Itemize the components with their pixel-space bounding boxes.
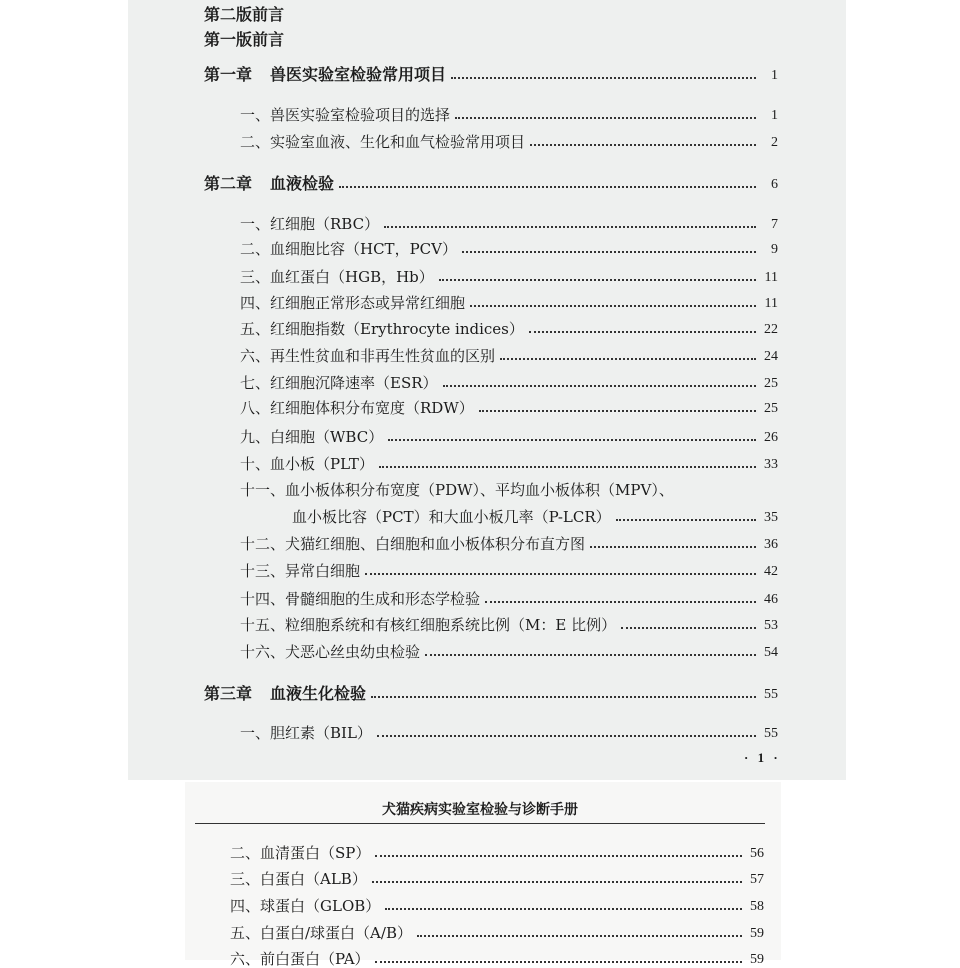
toc-page-number: 24: [764, 349, 778, 364]
toc-entry-title: 八、红细胞体积分布宽度（RDW）: [240, 399, 474, 417]
toc-section-entry: [292, 510, 778, 525]
toc-entry-title: 六、前白蛋白（PA）: [230, 950, 370, 968]
leader-dots: [479, 410, 756, 412]
toc-section-entry: [240, 349, 778, 364]
chapter-title: 血液生化检验: [270, 684, 367, 703]
toc-entry-title: 十六、犬恶心丝虫幼虫检验: [240, 643, 421, 661]
toc-entry-title: 十四、骨髓细胞的生成和形态学检验: [240, 590, 481, 608]
toc-section-entry: [240, 457, 778, 472]
toc-entry-title: 六、再生性贫血和非再生性贫血的区别: [240, 347, 496, 365]
toc-chapter-entry: [204, 176, 778, 192]
leader-dots: [590, 546, 756, 548]
toc-entry-title: 三、血红蛋白（HGB，Hb）: [240, 268, 434, 286]
toc-entry-title: 五、红细胞指数（Erythrocyte indices）: [240, 320, 524, 338]
toc-page-number: 26: [764, 430, 778, 445]
leader-dots: [417, 935, 742, 937]
toc-entry-title: 九、白细胞（WBC）: [240, 428, 384, 446]
leader-dots: [365, 573, 756, 575]
leader-dots: [385, 908, 742, 910]
leader-dots: [451, 77, 756, 79]
toc-page-number: 59: [750, 952, 764, 967]
toc-chapter-entry: [204, 67, 778, 83]
toc-section-entry: [230, 872, 764, 887]
preface-second-edition: 第二版前言: [204, 5, 285, 24]
leader-dots: [485, 601, 756, 603]
leader-dots: [388, 439, 756, 441]
leader-dots: [616, 519, 756, 521]
leader-dots: [470, 305, 756, 307]
leader-dots: [339, 186, 756, 188]
toc-page-number: 46: [764, 592, 778, 607]
leader-dots: [379, 466, 756, 468]
toc-entry-title: 一、红细胞（RBC）: [240, 215, 380, 233]
toc-entry-title: [204, 176, 337, 192]
toc-entry-title: 三、白蛋白（ALB）: [230, 870, 367, 888]
leader-dots: [377, 735, 756, 737]
leader-dots: [529, 331, 756, 333]
toc-section-entry: [240, 135, 778, 150]
toc-section-entry: [240, 270, 778, 285]
page-number-footer: · 1 ·: [744, 750, 781, 765]
toc-page-number: 55: [764, 726, 778, 741]
toc-page-number: 9: [771, 242, 778, 257]
toc-section-entry: [230, 899, 764, 914]
toc-page-number: 36: [764, 537, 778, 552]
toc-section-entry: [240, 401, 778, 416]
leader-dots: [384, 226, 756, 228]
toc-section-entry: [240, 564, 778, 579]
header-rule: [195, 823, 765, 824]
chapter-title: 兽医实验室检验常用项目: [270, 65, 447, 84]
leader-dots: [425, 654, 756, 656]
toc-entry-title: 十五、粒细胞系统和有核红细胞系统比例（M：E 比例）: [240, 616, 617, 634]
toc-section-entry: [240, 108, 778, 123]
toc-entry-title: 一、兽医实验室检验项目的选择: [240, 106, 451, 124]
toc-page-number: 57: [750, 872, 764, 887]
leader-dots: [372, 881, 742, 883]
toc-chapter-entry: [204, 686, 778, 702]
toc-section-entry: [240, 645, 778, 660]
toc-entry-title: 十、血小板（PLT）: [240, 455, 374, 473]
leader-dots: [462, 251, 756, 253]
toc-section-entry: [240, 537, 778, 552]
toc-section-entry: [240, 322, 778, 337]
toc-section-entry: [240, 376, 778, 391]
toc-section-entry: [240, 217, 778, 232]
toc-entry-title: 五、白蛋白/球蛋白（A/B）: [230, 924, 412, 942]
toc-entry-title: 血小板比容（PCT）和大血小板几率（P-LCR）: [292, 508, 611, 526]
leader-dots: [621, 627, 756, 629]
toc-entry-title: 一、胆红素（BIL）: [240, 724, 372, 742]
leader-dots: [439, 279, 756, 281]
toc-page-number: 33: [764, 457, 778, 472]
chapter-number: 第三章: [204, 684, 253, 703]
toc-page-number: 25: [764, 401, 778, 416]
toc-page-number: 25: [764, 376, 778, 391]
toc-page-number: 53: [764, 618, 778, 633]
toc-section-entry: [240, 483, 677, 498]
toc-page-number: 58: [750, 899, 764, 914]
leader-dots: [371, 696, 756, 698]
toc-entry-title: 二、血细胞比容（HCT，PCV）: [240, 240, 457, 258]
toc-entry-title: 七、红细胞沉降速率（ESR）: [240, 374, 438, 392]
leader-dots: [455, 117, 756, 119]
chapter-number: 第一章: [204, 65, 253, 84]
toc-section-entry: [240, 618, 778, 633]
toc-page-number: 6: [771, 177, 778, 192]
toc-entry-title: 二、实验室血液、生化和血气检验常用项目: [240, 133, 526, 151]
toc-entry-title: 十二、犬猫红细胞、白细胞和血小板体积分布直方图: [240, 535, 586, 553]
toc-page-number: 11: [764, 270, 778, 285]
toc-section-entry: [240, 726, 778, 741]
toc-section-entry: [240, 296, 778, 311]
leader-dots: [500, 358, 756, 360]
preface-first-edition: 第一版前言: [204, 30, 285, 49]
toc-page-number: 59: [750, 926, 764, 941]
toc-page-number: 1: [771, 108, 778, 123]
toc-page-number: 22: [764, 322, 778, 337]
toc-page-number: 56: [750, 846, 764, 861]
toc-page-number: 54: [764, 645, 778, 660]
toc-section-entry: [240, 430, 778, 445]
leader-dots: [530, 144, 756, 146]
toc-entry-title: 四、红细胞正常形态或异常红细胞: [240, 294, 466, 312]
chapter-title: 血液检验: [270, 174, 335, 193]
toc-entry-title: 四、球蛋白（GLOB）: [230, 897, 381, 915]
toc-section-entry: [230, 846, 764, 861]
leader-dots: [443, 385, 756, 387]
toc-section-entry: [230, 926, 764, 941]
toc-entry-title: 十三、异常白细胞: [240, 562, 361, 580]
toc-page-number: 42: [764, 564, 778, 579]
toc-page-number: 35: [764, 510, 778, 525]
running-header-book-title: 犬猫疾病实验室检验与诊断手册: [382, 802, 578, 818]
leader-dots: [375, 855, 742, 857]
toc-page-number: 7: [771, 217, 778, 232]
toc-page-number: 11: [764, 296, 778, 311]
toc-page-number: 2: [771, 135, 778, 150]
toc-page-number: 55: [764, 687, 778, 702]
toc-section-entry: [240, 242, 778, 257]
toc-page-number: 1: [771, 68, 778, 83]
toc-section-entry: [240, 592, 778, 607]
chapter-number: 第二章: [204, 174, 253, 193]
toc-entry-title: [204, 67, 449, 83]
leader-dots: [375, 961, 742, 963]
toc-entry-title: 十一、血小板体积分布宽度（PDW）、平均血小板体积（MPV）、: [240, 481, 674, 499]
toc-entry-title: 二、血清蛋白（SP）: [230, 844, 371, 862]
toc-entry-title: [204, 686, 369, 702]
